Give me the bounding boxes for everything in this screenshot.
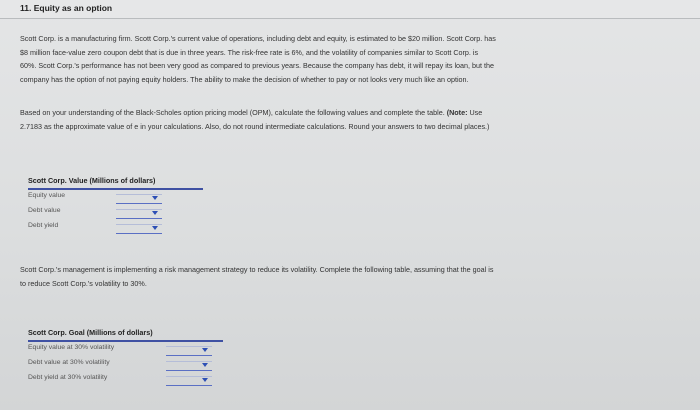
table-row [28, 190, 228, 205]
table-row [28, 205, 228, 220]
goal-table-header: Scott Corp. Goal (Millions of dollars) [28, 328, 223, 342]
chevron-down-icon [202, 378, 208, 382]
row-label: Debt value [28, 207, 61, 214]
chevron-down-icon [152, 211, 158, 215]
instructions-text: Use [467, 108, 483, 117]
goal-table [28, 328, 228, 387]
table-row [28, 220, 228, 235]
instructions-line: 2.7183 as the approximate value of e in your calculations. Also, do not round intermediate calculations. Round your answers to two decimal places.) [20, 121, 490, 131]
management-line: Scott Corp.'s management is implementing a risk management strategy to reduce its volatility. Complete the following table, assuming that the goal is [20, 265, 494, 274]
row-label: Equity value at 30% volatility [28, 344, 115, 351]
intro-line: Scott Corp. is a manufacturing firm. Scott Corp.'s current value of operations, including debt and equity, is estimated to be $20 million. Scott Corp. has [20, 34, 496, 43]
equity-value-dropdown[interactable] [116, 194, 162, 204]
debt-value-dropdown[interactable] [116, 209, 162, 219]
intro-line: company has the option of not paying equity holders. The ability to make the decision of whether to pay or not looks very much like an option. [20, 74, 469, 84]
question-header [0, 0, 700, 19]
chevron-down-icon [202, 348, 208, 352]
table-row [28, 342, 228, 357]
row-label: Debt value at 30% volatility [28, 359, 110, 366]
row-label: Debt yield [28, 222, 59, 229]
chevron-down-icon [152, 226, 158, 230]
equity-value-30-dropdown[interactable] [166, 346, 212, 356]
table-row [28, 372, 228, 387]
instructions-line [20, 106, 680, 120]
management-paragraph [20, 263, 680, 290]
value-table-header: Scott Corp. Value (Millions of dollars) [28, 176, 203, 190]
debt-yield-30-dropdown[interactable] [166, 376, 212, 386]
table-row [28, 357, 228, 372]
intro-line: $8 million face-value zero coupon debt that is due in three years. The risk-free rate is 6%, and the volatility of companies similar to Scott Corp. is [20, 47, 479, 57]
question-title: 11. Equity as an option [20, 3, 113, 13]
row-label: Debt yield at 30% volatility [28, 374, 108, 381]
management-line: to reduce Scott Corp.'s volatility to 30%. [20, 278, 147, 288]
row-label: Equity value [28, 192, 66, 199]
chevron-down-icon [202, 363, 208, 367]
intro-line: 60%. Scott Corp.'s performance has not been very good as compared to previous years. Because the company has debt, it will repay its loan, but the [20, 61, 495, 70]
debt-yield-dropdown[interactable] [116, 224, 162, 234]
debt-value-30-dropdown[interactable] [166, 361, 212, 371]
instructions-text: Based on your understanding of the Black-Scholes option pricing model (OPM), calculate the following values and complete the table. [20, 108, 447, 117]
note-label: (Note: [446, 108, 468, 117]
instructions-paragraph [20, 106, 680, 133]
chevron-down-icon [152, 196, 158, 200]
intro-paragraph [20, 32, 680, 86]
value-table [28, 176, 228, 235]
